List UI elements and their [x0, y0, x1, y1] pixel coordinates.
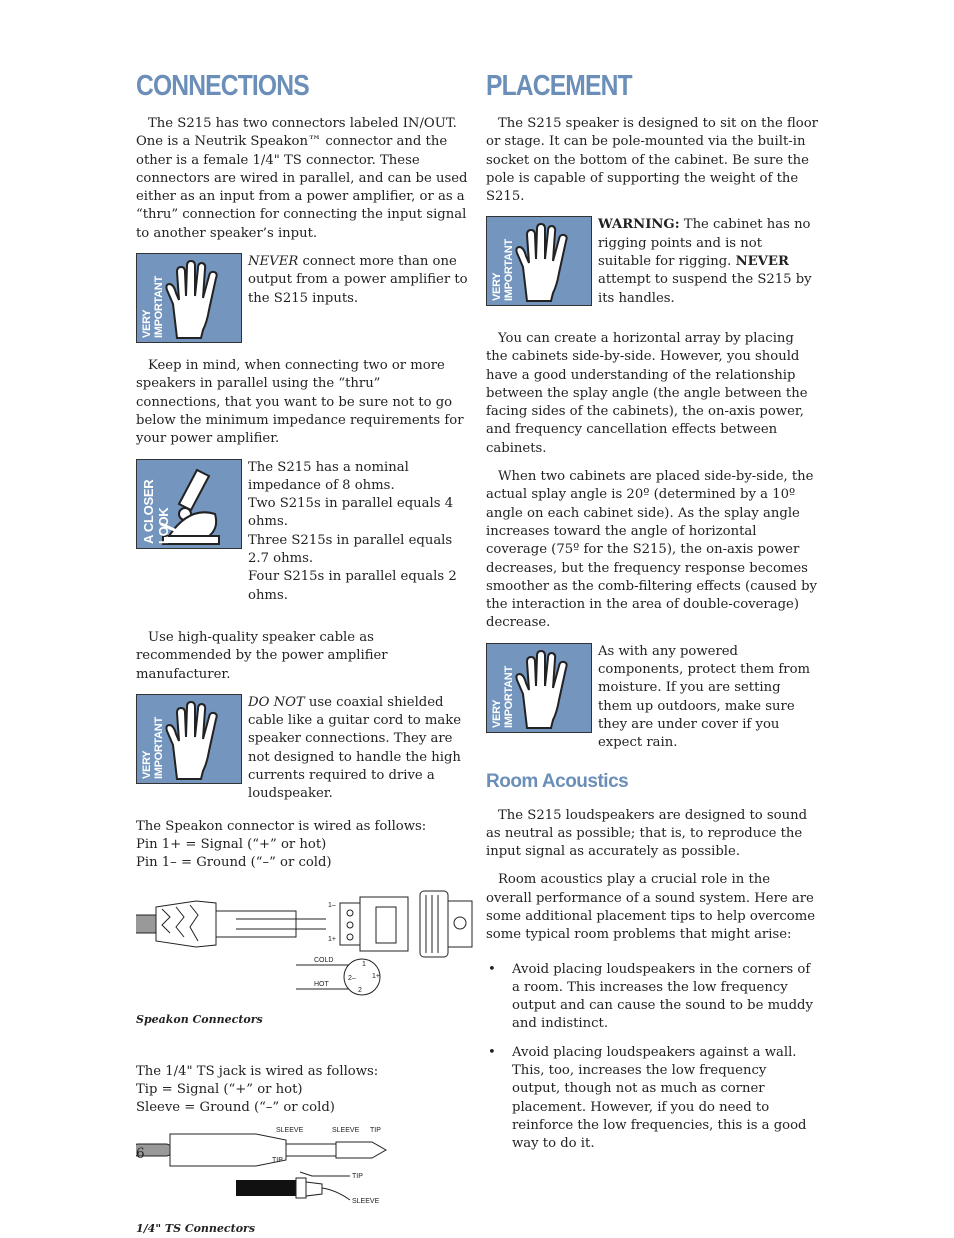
placement-intro: The S215 speaker is designed to sit on the floor or stage. It can be pole-mounted via the built-in socket on the bottom of the cabinet. Be sure the pole is capable of supporting the weight of the S215.: [486, 116, 818, 205]
ts-diagram: [136, 1126, 466, 1212]
hand-drawing: [159, 701, 229, 781]
pin1plus-label: 1+: [372, 972, 380, 980]
placement-column: [486, 70, 818, 1164]
pin1-label: 1: [362, 960, 366, 968]
impedance-line: The S215 has a nominal impedance of 8 ohms.: [248, 459, 409, 493]
warning-note: [486, 216, 818, 307]
wiring-line: The 1/4" TS jack is wired as follows:: [136, 1063, 379, 1079]
note-label: A CLOSER LOOK: [141, 479, 171, 544]
splay-paragraph: When two cabinets are placed side-by-side, the actual splay angle is 20º (determined by a 10º angle on each cabinet side). As the splay angle increases toward the angle of horizontal coverage (75º for the S215), the on-axis power decreases, but the frequency response becomes smoother as the comb-filtering effects (caused by the interaction in the area of double-coverage) decrease.: [486, 469, 817, 631]
do-not-emphasis: DO NOT: [248, 694, 305, 710]
array-paragraph: You can create a horizontal array by placing the cabinets side-by-side. However, you should have a good understanding of the relationship between the splay angle (the angle between the facing sides of the cabinets), the on-axis power, and frequency cancellation effects between cabinets.: [486, 330, 808, 456]
tip-label: TIP: [272, 1156, 283, 1164]
never-strong: NEVER: [735, 254, 789, 270]
note-body: attempt to suspend the S215 by its handles.: [598, 272, 812, 306]
note-body: use coaxial shielded cable like a guitar cord to make speaker connections. They are not designed to handle the high currents required to drive a loudspeaker.: [248, 694, 462, 802]
note-label: VERY IMPORTANT: [141, 276, 165, 339]
wiring-line: Pin 1+ = Signal (“+” or hot): [136, 836, 327, 852]
list-item: • Avoid placing loudspeakers against a wall. This, too, increases the low frequency output, though not as much as corner placement. However, if you do need to reinforce the low frequencies, this is a good way to do it.: [486, 1044, 818, 1154]
sleeve-label: SLEEVE: [276, 1126, 304, 1134]
connections-column: [136, 70, 468, 1238]
acoustics-paragraph: Room acoustics play a crucial role in the overall performance of a sound system. Here are some additional placement tips to help overcome some typical room problems that might arise:: [486, 872, 816, 943]
speakon-diagram: [136, 883, 476, 1003]
cable-paragraph: Use high-quality speaker cable as recommended by the power amplifier manufacturer.: [136, 629, 388, 682]
wiring-line: Sleeve = Ground (“–” or cold): [136, 1100, 335, 1116]
never-emphasis: NEVER: [248, 254, 299, 270]
note-body: The cabinet has no rigging points and is not suitable for rigging.: [598, 217, 811, 270]
speakon-caption: Speakon Connectors: [136, 1012, 263, 1026]
ts-wiring: [136, 1063, 468, 1118]
note-text: [248, 253, 468, 343]
hand-icon: [136, 694, 242, 784]
parallel-paragraph: Keep in mind, when connecting two or more speakers in parallel using the “thru” connections, that you want to be sure not to go below the minimum impedance requirements for your power amplifier.: [136, 358, 464, 447]
very-important-note-2: [136, 694, 468, 804]
pin2-label: 2: [358, 986, 362, 994]
wiring-line: The Speakon connector is wired as follows:: [136, 818, 427, 834]
hot-label: HOT: [314, 980, 329, 988]
note-body: connect more than one output from a power amplifier to the S215 inputs.: [248, 254, 468, 306]
room-acoustics-heading: Room Acoustics: [486, 770, 629, 792]
sleeve-label: SLEEVE: [352, 1197, 380, 1205]
tip-label: TIP: [352, 1172, 363, 1180]
connections-intro: The S215 has two connectors labeled IN/OUT. One is a Neutrik Speakon™ connector and the other is a female 1/4" TS connector. These connectors are wired in parallel, and can be used either as an input from a power amplifier, or as a “thru” connection for connecting the input signal to another speaker’s input.: [136, 116, 468, 241]
microscope-icon: [136, 459, 242, 549]
sleeve-label: SLEEVE: [332, 1126, 360, 1134]
placement-heading: PLACEMENT: [486, 70, 632, 102]
hand-icon: [486, 643, 592, 733]
note-label: VERY IMPORTANT: [491, 239, 515, 302]
placement-tips: [486, 961, 818, 1154]
wiring-line: Pin 1– = Ground (“–” or cold): [136, 855, 332, 871]
list-item: • Avoid placing loudspeakers in the corners of a room. This increases the low frequency output and can cause the sound to be muddy and indistinct.: [486, 961, 818, 1034]
closer-look-note: [136, 459, 468, 605]
pin2minus-label: 2–: [348, 974, 356, 982]
connections-heading: CONNECTIONS: [136, 70, 309, 102]
note-text: As with any powered components, protect them from moisture. If you are setting them up outdoors, make sure they are under cover if you expect rain.: [598, 643, 811, 751]
hand-drawing: [159, 260, 229, 340]
very-important-note-1: [136, 253, 468, 343]
note-label: VERY IMPORTANT: [491, 665, 515, 728]
impedance-line: Four S215s in parallel equals 2 ohms.: [248, 569, 457, 603]
pin-plus-label: 1+: [328, 935, 336, 943]
impedance-lines: [248, 459, 468, 605]
ts-caption: 1/4" TS Connectors: [136, 1221, 256, 1235]
wiring-line: Tip = Signal (“+” or hot): [136, 1082, 303, 1098]
cold-label: COLD: [314, 956, 334, 964]
impedance-line: Three S215s in parallel equals 2.7 ohms.: [248, 532, 453, 567]
note-text: [248, 694, 468, 804]
moisture-note: [486, 643, 818, 753]
note-text: [598, 216, 818, 307]
hand-drawing: [509, 223, 579, 303]
tip-label: TIP: [370, 1126, 381, 1134]
acoustics-intro: The S215 loudspeakers are designed to sound as neutral as possible; that is, to reproduce the input signal as accurately as possible.: [486, 807, 808, 860]
hand-drawing: [509, 650, 579, 730]
hand-icon: [136, 253, 242, 343]
page-number: 6: [136, 1146, 145, 1162]
speakon-wiring: [136, 818, 468, 873]
note-label: VERY IMPORTANT: [141, 716, 165, 779]
impedance-line: Two S215s in parallel equals 4 ohms.: [248, 496, 454, 530]
hand-icon: [486, 216, 592, 306]
warning-strong: WARNING:: [598, 217, 680, 233]
pin-minus-label: 1–: [328, 901, 336, 909]
